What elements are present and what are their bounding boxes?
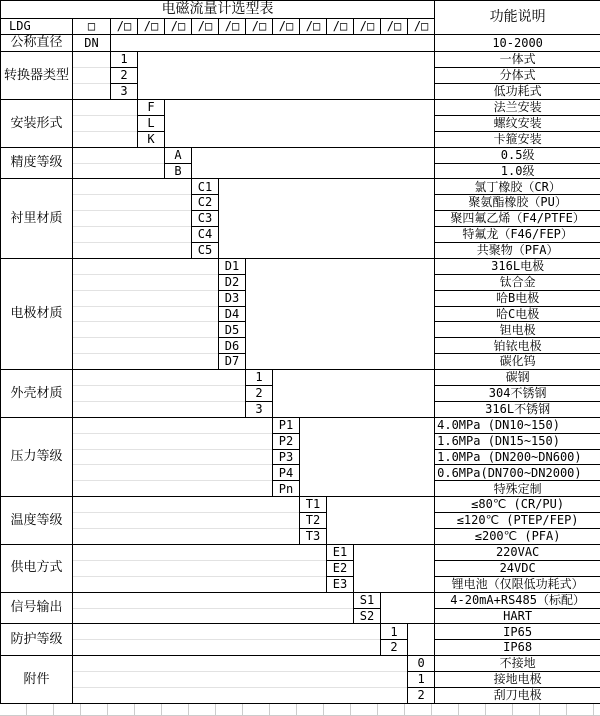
option-code-cell: C1 [192,179,219,195]
filler-cell [73,449,273,465]
model-slot-box: /□ [273,19,300,35]
option-description: 特氟龙（F46/FEP） [435,227,600,243]
option-description: ≤120℃ (PTEP/FEP) [435,513,600,529]
option-code-cell: S2 [354,608,381,624]
option-code-cell: K [138,131,165,147]
option-description: HART [435,608,600,624]
filler-cell [73,100,138,116]
model-slot-box: /□ [327,19,354,35]
option-code-cell: 2 [381,640,408,656]
filler-cell [73,608,354,624]
option-code-cell: P4 [273,465,300,481]
filler-cell [73,52,111,68]
option-description: 1.6MPa (DN15~150) [435,433,600,449]
option-description: 氯丁橡胶（CR） [435,179,600,195]
filler-cell [246,258,435,369]
filler-cell [73,544,327,560]
option-code-cell: C4 [192,227,219,243]
filler-cell [73,243,192,259]
category-label: 衬里材质 [1,179,73,258]
option-code-cell: Pn [273,481,300,497]
option-code-cell: 1 [111,52,138,68]
filler-cell [73,672,408,688]
option-description: 钽电极 [435,322,600,338]
category-label: 信号输出 [1,592,73,624]
model-slot-box: /□ [381,19,408,35]
category-label: 压力等级 [1,417,73,496]
filler-cell [138,52,435,100]
option-code-cell: C5 [192,243,219,259]
option-description: 一体式 [435,52,600,68]
filler-cell [73,433,273,449]
option-code-cell: 1 [381,624,408,640]
category-label: 供电方式 [1,544,73,592]
option-description: 聚四氟乙烯（F4/PTFE） [435,211,600,227]
option-description: 0.5级 [435,147,600,163]
option-code-cell: 1 [246,370,273,386]
option-description: 24VDC [435,560,600,576]
filler-cell [73,84,111,100]
category-label: 转换器类型 [1,52,73,100]
model-slot-box: /□ [165,19,192,35]
option-code-cell: D5 [219,322,246,338]
filler-cell [73,306,219,322]
option-description: 1.0MPa (DN200~DN600) [435,449,600,465]
option-code-cell: S1 [354,592,381,608]
category-label: 安装形式 [1,100,73,148]
option-description: 共聚物（PFA） [435,243,600,259]
option-code-cell: D7 [219,354,246,370]
option-code-cell: E1 [327,544,354,560]
model-slot-box: /□ [354,19,381,35]
category-label: 附件 [1,656,73,704]
filler-cell [73,115,138,131]
model-slot-box: /□ [111,19,138,35]
option-description: IP65 [435,624,600,640]
filler-cell [73,513,300,529]
filler-cell [73,227,192,243]
filler-cell [73,656,408,672]
option-code-cell: 2 [408,687,435,703]
model-slot-box: /□ [300,19,327,35]
filler-cell [73,497,300,513]
option-description: 316L电极 [435,258,600,274]
option-code-cell: T2 [300,513,327,529]
filler-cell [73,290,219,306]
filler-cell [73,258,219,274]
model-slot-box: /□ [138,19,165,35]
option-description: 卡箍安装 [435,131,600,147]
filler-cell [73,465,273,481]
filler-cell [408,624,435,656]
category-label: 外壳材质 [1,370,73,418]
filler-cell [73,195,192,211]
option-code-cell: D4 [219,306,246,322]
excel-gridline-strip [0,704,600,716]
filler-cell [327,497,435,545]
option-code-cell: 3 [111,84,138,100]
model-base-box: □ [73,19,111,35]
category-label: 防护等级 [1,624,73,656]
filler-cell [73,417,273,433]
filler-cell [73,640,381,656]
filler-cell [73,560,327,576]
option-code-cell: 2 [246,386,273,402]
filler-cell [192,147,435,179]
filler-cell [300,417,435,496]
table-title: 电磁流量计选型表 [1,1,435,19]
option-code-cell: 2 [111,68,138,84]
option-description: 4.0MPa (DN10~150) [435,417,600,433]
option-code-cell: P2 [273,433,300,449]
filler-cell [73,354,219,370]
option-description: 220VAC [435,544,600,560]
category-label: 电极材质 [1,258,73,369]
option-code-cell: C2 [192,195,219,211]
option-code-cell: T3 [300,529,327,545]
filler-cell [73,131,138,147]
option-description: 10-2000 [435,35,600,52]
option-code-cell: B [165,163,192,179]
option-description: 碳钢 [435,370,600,386]
function-column-header: 功能说明 [435,1,600,35]
filler-cell [73,481,273,497]
option-description: 哈B电极 [435,290,600,306]
option-description: 304不锈钢 [435,386,600,402]
filler-cell [73,370,246,386]
filler-cell [73,68,111,84]
option-description: 分体式 [435,68,600,84]
option-description: 刮刀电极 [435,687,600,703]
option-code-cell: D2 [219,274,246,290]
option-code-cell: C3 [192,211,219,227]
filler-cell [73,211,192,227]
option-description: 钛合金 [435,274,600,290]
filler-cell [73,529,300,545]
filler-cell [73,338,219,354]
option-description: 特殊定制 [435,481,600,497]
option-description: 接地电极 [435,672,600,688]
filler-cell [73,322,219,338]
option-description: 316L不锈钢 [435,401,600,417]
option-code-cell: E3 [327,576,354,592]
filler-cell [73,401,246,417]
option-description: 聚氨酯橡胶（PU） [435,195,600,211]
filler-cell [165,100,435,148]
model-slot-box: /□ [192,19,219,35]
option-description: 铂铱电极 [435,338,600,354]
category-label: 公称直径 [1,35,73,52]
option-code-cell: 3 [246,401,273,417]
option-description: ≤80℃ (CR/PU) [435,497,600,513]
model-prefix: LDG [1,19,73,35]
model-slot-box: /□ [219,19,246,35]
option-code-cell: F [138,100,165,116]
filler-cell [354,544,435,592]
filler-cell [73,274,219,290]
option-description: 4-20mA+RS485（标配） [435,592,600,608]
option-code-cell: T1 [300,497,327,513]
option-description: 不接地 [435,656,600,672]
option-code-cell: 1 [408,672,435,688]
filler-cell [73,179,192,195]
option-description: 锂电池（仅限低功耗式） [435,576,600,592]
filler-cell [219,179,435,258]
option-code-cell: A [165,147,192,163]
option-code-cell: P3 [273,449,300,465]
filler-cell [73,687,408,703]
option-description: 碳化钨 [435,354,600,370]
filler-cell [73,147,165,163]
option-description: IP68 [435,640,600,656]
category-label: 精度等级 [1,147,73,179]
option-code-cell: L [138,115,165,131]
filler-cell [73,163,165,179]
filler-cell [73,386,246,402]
filler-cell [73,592,354,608]
option-code-cell: D3 [219,290,246,306]
filler-cell [111,35,435,52]
filler-cell [73,624,381,640]
option-code-cell: D6 [219,338,246,354]
category-label: 温度等级 [1,497,73,545]
option-code-cell: E2 [327,560,354,576]
option-description: 低功耗式 [435,84,600,100]
option-code-cell: DN [73,35,111,52]
filler-cell [73,576,327,592]
filler-cell [381,592,435,624]
filler-cell [273,370,435,418]
option-description: 哈C电极 [435,306,600,322]
option-code-cell: 0 [408,656,435,672]
option-description: 0.6MPa(DN700~DN2000) [435,465,600,481]
option-code-cell: P1 [273,417,300,433]
option-description: 1.0级 [435,163,600,179]
model-slot-box: /□ [408,19,435,35]
option-code-cell: D1 [219,258,246,274]
option-description: 法兰安装 [435,100,600,116]
model-slot-box: /□ [246,19,273,35]
option-description: 螺纹安装 [435,115,600,131]
option-description: ≤200℃ (PFA) [435,529,600,545]
